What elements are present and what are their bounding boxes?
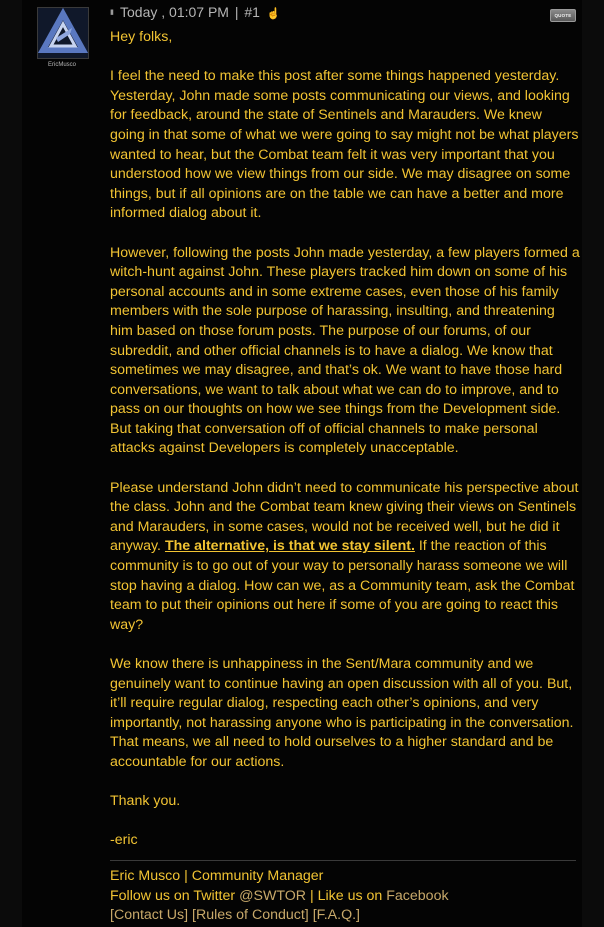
paragraph-3 (110, 479, 580, 636)
facebook-link[interactable]: Facebook (386, 887, 449, 904)
post-body (110, 28, 580, 871)
signature (110, 860, 576, 926)
signature-title: Eric Musco | Community Manager (110, 868, 324, 884)
meta-separator: | (234, 4, 239, 20)
follow-prefix: Follow us on Twitter (110, 887, 236, 904)
signature-social (110, 887, 576, 907)
paragraph-1: I feel the need to make this post after some things happened yesterday. Yesterday, John made some posts communicating our views, and looking for feedback, around the state of Sentinels and Marauders. We knew going in that some of what we were going to say might not be what players wanted to hear, but the Combat team felt it was very important that you understood how we view things from our side. We may disagree on some things, but if all opinions are on the table we can have a better and more informed dialog about it. (110, 68, 579, 222)
signoff: -eric (110, 832, 138, 849)
twitter-link[interactable]: @SWTOR (239, 887, 307, 904)
post-header (110, 3, 576, 23)
paragraph-2: However, following the posts John made yesterday, a few players formed a witch-hunt against John. These players tracked him down on some of his personal accounts and in some extreme cases, even those of his family members with the sole purpose of harassing, insulting, and threatening him based on those forum posts. The purpose of our forums, of our subreddit, and other official channels is to have a dialog. We know that sometimes we may disagree, and that’s ok. We want to have those hard conversations, we want to talk about what we can do to improve, and to pass on our thoughts on how we see things from the Development side. But taking that conversation off of official channels to make personal attacks against Developers is completely unacceptable. (110, 244, 580, 457)
forum-post (22, 0, 582, 927)
faq-link[interactable]: [F.A.Q.] (312, 907, 360, 924)
page-gutter-left (0, 0, 22, 927)
paragraph-3-emphasis: The alternative, is that we stay silent. (164, 538, 415, 555)
page-gutter-right (582, 0, 604, 927)
paragraph-4: We know there is unhappiness in the Sent/Mara community and we genuinely want to continue having an open discussion with all of you. But, it’ll require regular dialog, respecting each other’s opinions, and very importantly, not harassing anyone who is participating in the conversation. That means, we all need to hold ourselves to a higher standard and be accountable for our actions. (110, 656, 574, 770)
greeting: Hey folks, (110, 29, 173, 45)
paragraph-3-before: Please understand John didn’t need to communicate his perspective about the class. John and the Combat team knew giving their views on Sentinels and Marauders, in some cases, would not be received well, but he did it anyway. (110, 479, 579, 555)
post-status-icon: ▮ (110, 9, 114, 16)
closing: Thank you. (110, 793, 181, 810)
signature-links (110, 906, 576, 926)
post-meta (120, 4, 281, 20)
post-number-link[interactable]: #1 (244, 4, 260, 20)
swtor-triangle-logo-icon (38, 8, 88, 58)
paragraph-3-after: If the reaction of this community is to go out of your way to personally harass someone we will stop having a dialog. How can we, as a Community team, ask the Combat team to put their opinions out here if some of you are going to react this way? (110, 538, 575, 633)
quote-button[interactable]: QUOTE (550, 9, 576, 22)
avatar[interactable] (37, 7, 89, 59)
post-timestamp: Today , 01:07 PM (120, 4, 229, 20)
like-prefix: | Like us on (309, 887, 383, 904)
author-username[interactable]: EricMusco (47, 62, 76, 68)
thumbs-up-icon[interactable]: ☝ (266, 8, 281, 20)
contact-us-link[interactable]: [Contact Us] (110, 907, 189, 924)
rules-of-conduct-link[interactable]: [Rules of Conduct] (192, 907, 309, 924)
